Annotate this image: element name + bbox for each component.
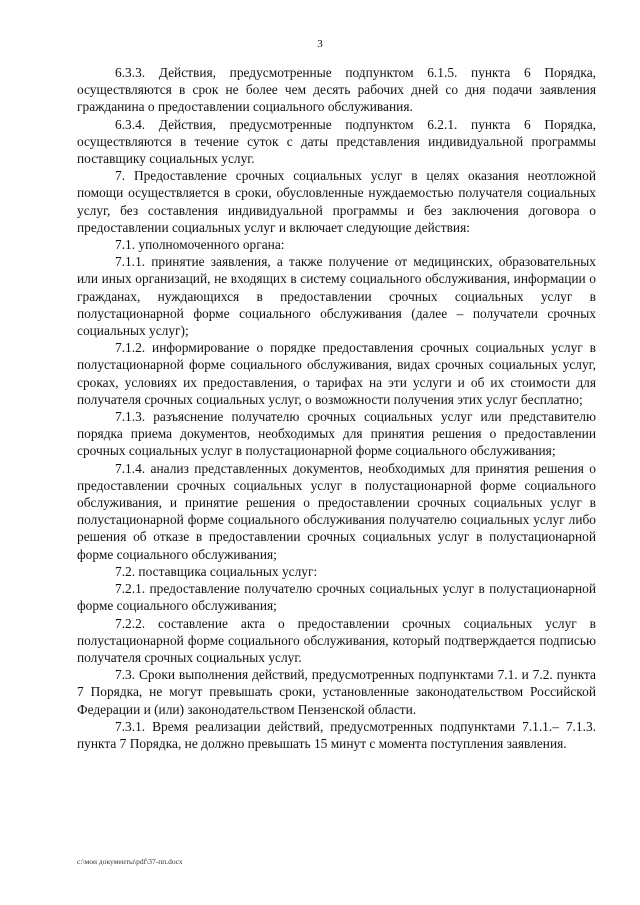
- paragraph-7-1-3: 7.1.3. разъяснение получателю срочных социальных услуг или представителю порядка приема документов, необходимых для принятия решения о предоставлении срочных социальных услуг в полустационарной форме социального обслуживания;: [77, 409, 596, 459]
- paragraph-7-2-1: 7.2.1. предоставление получателю срочных социальных услуг в полустационарной форме социального обслуживания;: [77, 581, 596, 614]
- paragraph-7-2-2: 7.2.2. составление акта о предоставлении срочных социальных услуг в полустационарной форме социального обслуживания, который подтверждается подписью получателя срочных социальных услуг.: [77, 615, 596, 665]
- paragraph-6-3-3: 6.3.3. Действия, предусмотренные подпунктом 6.1.5. пункта 6 Порядка, осуществляются в срок не более чем десять рабочих дней со дня подачи заявления гражданина о предоставлении социального обслуживания.: [77, 65, 596, 115]
- paragraph-6-3-4: 6.3.4. Действия, предусмотренные подпунктом 6.2.1. пункта 6 Порядка, осуществляются в течение суток с даты представления индивидуальной программы поставщику социальных услуг.: [77, 116, 596, 167]
- paragraph-7-1-4: 7.1.4. анализ представленных документов, необходимых для принятия решения о предоставлении срочных социальных услуг в полустационарной форме социального обслуживания, и принятие решения о предоставлении срочных социальных услуг в полустационарной форме социального обслуживания получателю социальных услуг либо решения об отказе в предоставлении срочных социальных услуг в полустационарной форме социального обслуживания;: [77, 460, 596, 562]
- paragraph-7-1-1: 7.1.1. принятие заявления, а также получение от медицинских, образовательных или иных организаций, не входящих в систему социального обслуживания, информации о гражданах, нуждающихся в предоставлении срочных социальных услуг в полустационарной форме социального обслуживания (далее – получатели срочных социальных услуг);: [77, 254, 596, 339]
- paragraph-7-3-1: 7.3.1. Время реализации действий, предусмотренных подпунктами 7.1.1.– 7.1.3. пункта 7 Порядка, не должно превышать 15 минут с момента поступления заявления.: [77, 718, 596, 751]
- document-body: [77, 64, 596, 752]
- paragraph-7-2: 7.2. поставщика социальных услуг:: [115, 563, 318, 579]
- footer-file-path: c:\мои документы\pdf\37-пп.docx: [77, 857, 183, 866]
- paragraph-7-3: 7.3. Сроки выполнения действий, предусмотренных подпунктами 7.1. и 7.2. пункта 7 Порядка, не могут превышать сроки, установленные законодательством Российской Федерации и (или) законодательством Пензенской области.: [77, 667, 596, 717]
- page-number: 3: [317, 38, 323, 50]
- paragraph-7-1: 7.1. уполномоченного органа:: [115, 237, 285, 253]
- paragraph-7-1-2: 7.1.2. информирование о порядке предоставления срочных социальных услуг в полустационарной форме социального обслуживания, видах срочных социальных услуг, сроках, условиях их предоставления, о тарифах на эти услуги и об их стоимости для получателя срочных социальных услуг, о возможности получения этих услуг бесплатно;: [77, 340, 596, 407]
- paragraph-7: 7. Предоставление срочных социальных услуг в целях оказания неотложной помощи осуществляется в сроки, обусловленные нуждаемостью получателя социальных услуг, без составления индивидуальной программы и без заключения договора о предоставлении социальных услуг и включает следующие действия:: [77, 168, 596, 235]
